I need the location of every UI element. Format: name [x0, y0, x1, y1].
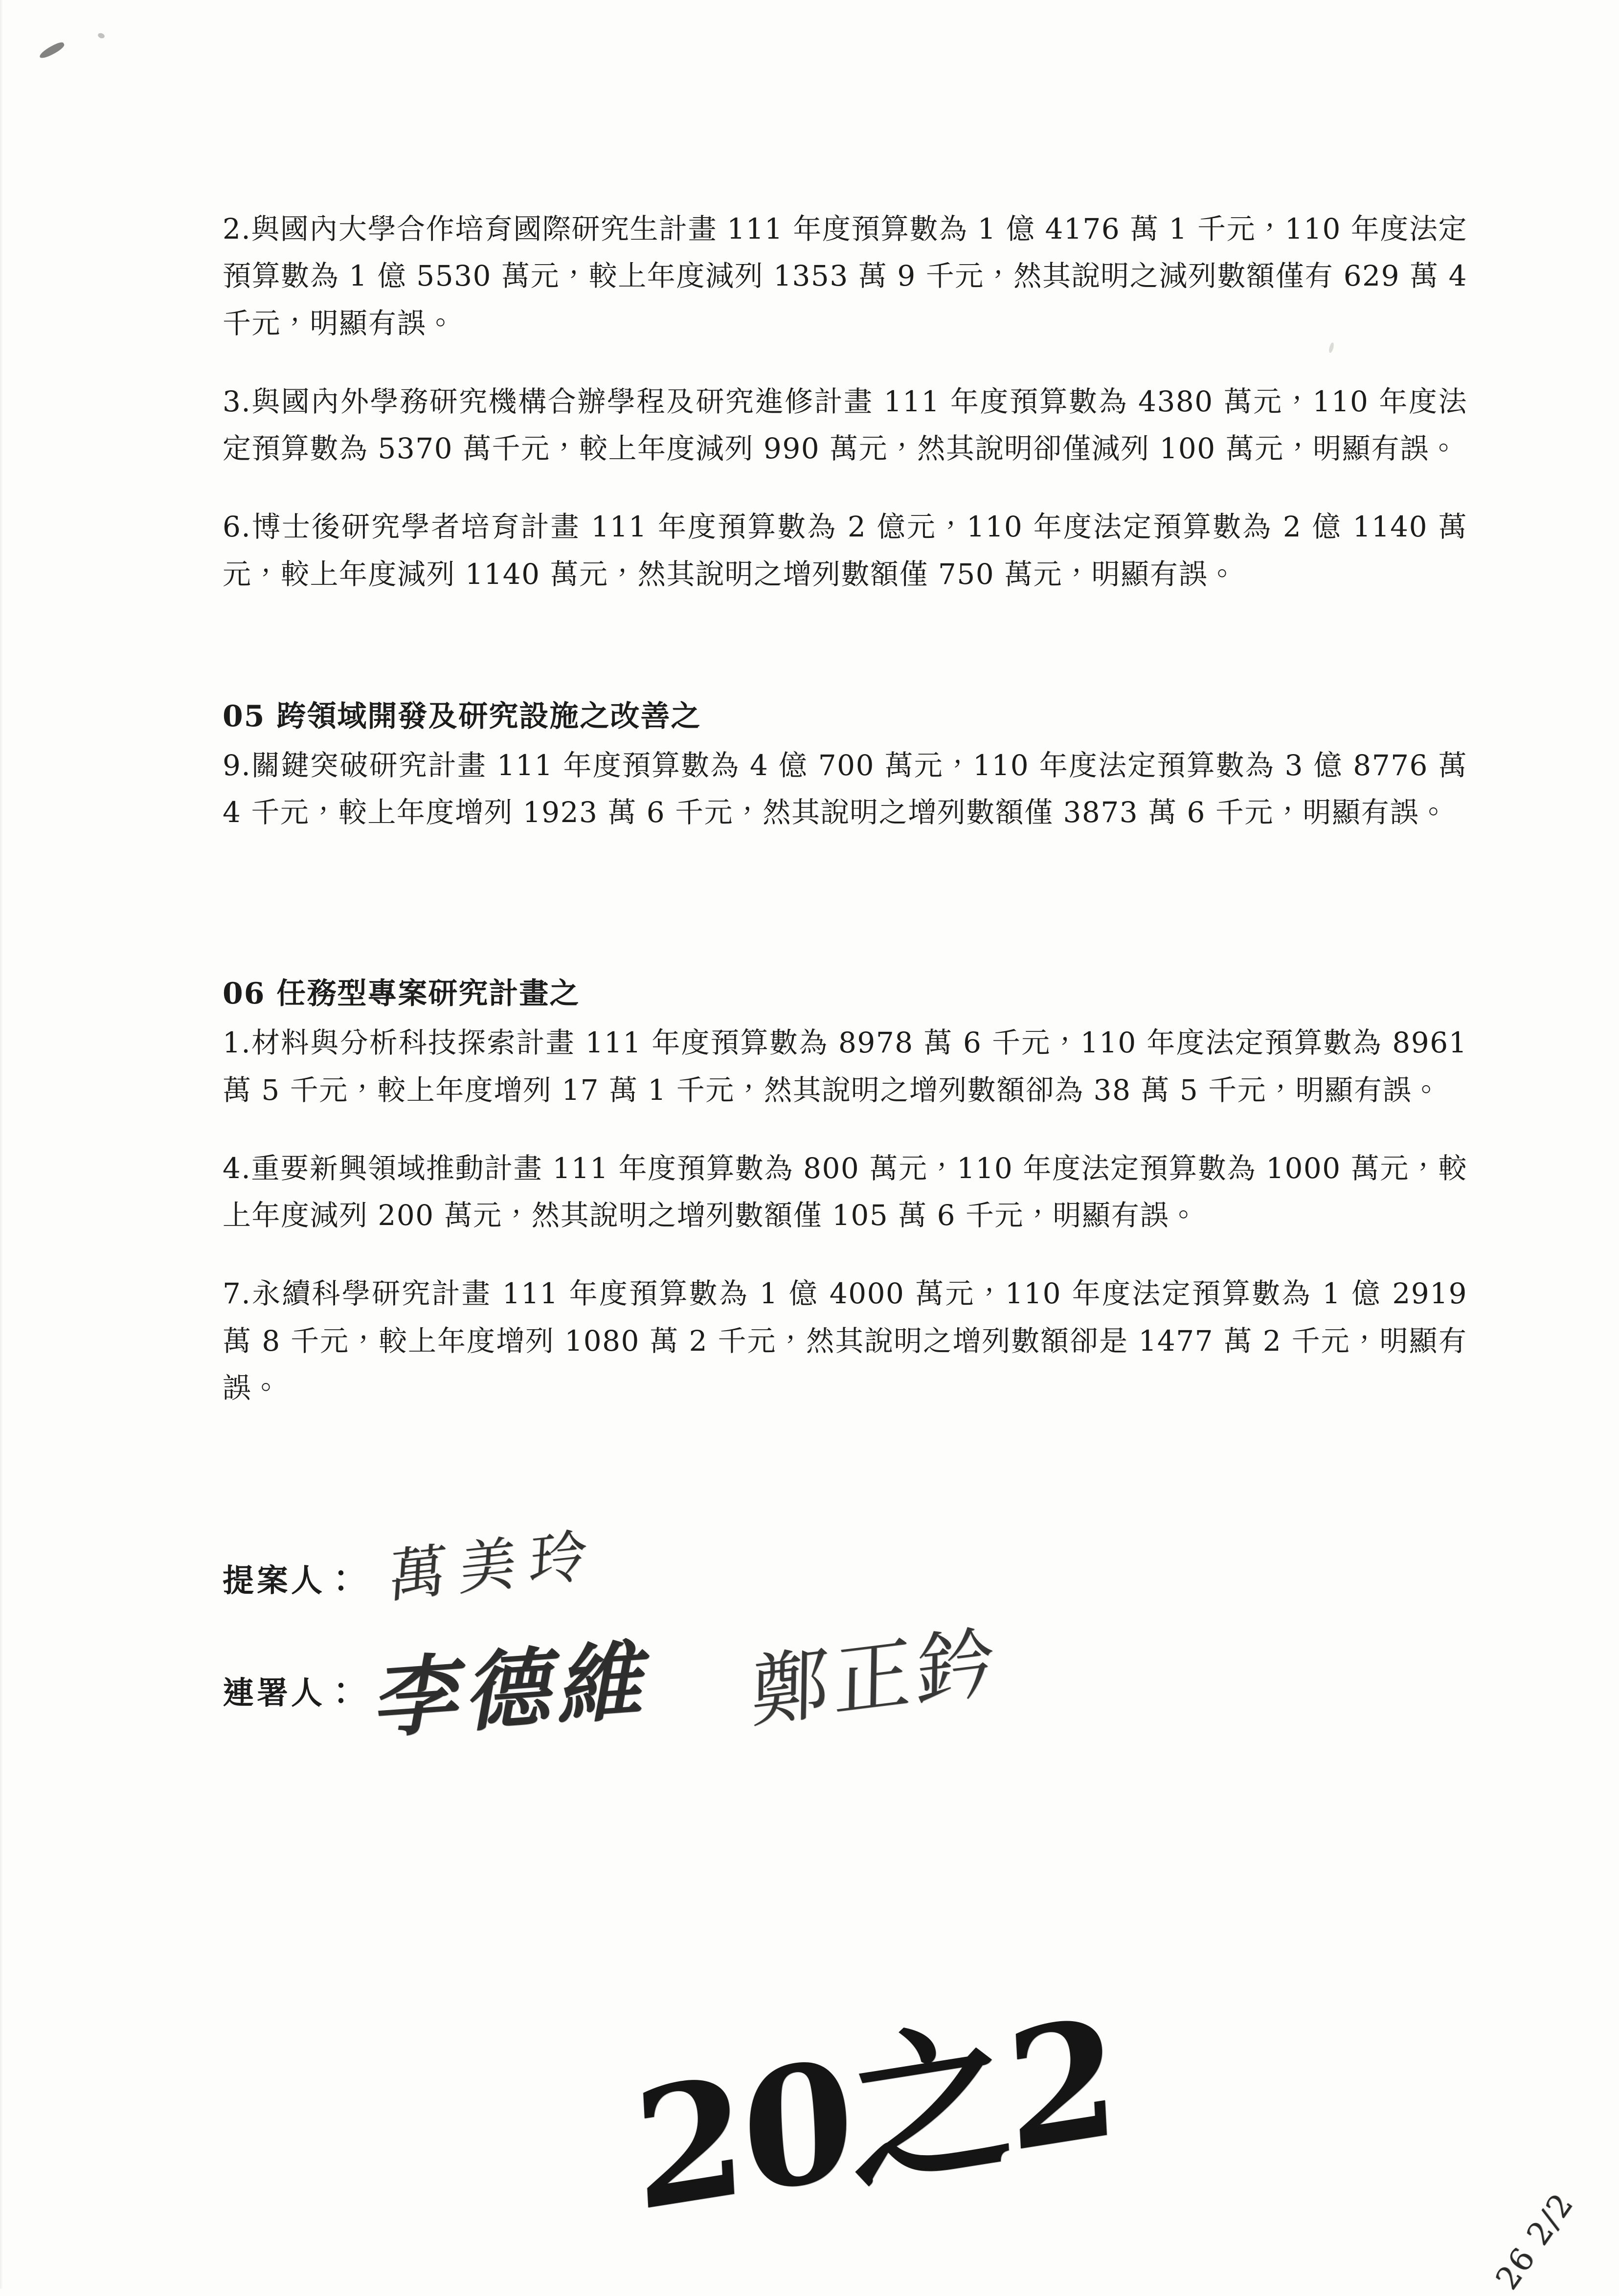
handwritten-page-mark: 20之2: [630, 1981, 1121, 2248]
handwritten-corner-note: 26 2/2: [1489, 2186, 1581, 2296]
cosigner-label: 連署人：: [223, 1675, 360, 1712]
cosigner-signature-2: 鄭正鈐: [751, 1616, 1000, 1739]
section-heading-06: 06 任務型專案研究計畫之: [223, 977, 580, 1011]
scan-edge-shadow: [0, 0, 3, 2289]
proposer-label: 提案人：: [223, 1562, 360, 1600]
paragraph-item-7: 7.永續科學研究計畫 111 年度預算數為 1 億 4000 萬元，110 年度法定預算數為 1 億 2919 萬 8 千元，較上年度增列 1080 萬 2 千元，然其說明之增列數額卻是 1477 萬 2 千元，明顯有誤。: [223, 1277, 1467, 1404]
scan-smudge: [97, 32, 106, 39]
proposer-signature: 萬美玲: [386, 1520, 602, 1611]
paragraph-item-9: 9.關鍵突破研究計畫 111 年度預算數為 4 億 700 萬元，110 年度法定預算數為 3 億 8776 萬 4 千元，較上年度增列 1923 萬 6 千元，然其說明之增列數額僅 3873 萬 6 千元，明顯有誤。: [223, 748, 1467, 829]
paragraph-item-4: 4.重要新興領域推動計畫 111 年度預算數為 800 萬元，110 年度法定預算數為 1000 萬元，較上年度減列 200 萬元，然其說明之增列數額僅 105 萬 6 千元，明顯有誤。: [223, 1151, 1467, 1232]
paragraph-item-2: 2.與國內大學合作培育國際研究生計畫 111 年度預算數為 1 億 4176 萬 1 千元，110 年度法定預算數為 1 億 5530 萬元，較上年度減列 1353 萬 9 千元，然其說明之減列數額僅有 629 萬 4 千元，明顯有誤。: [223, 212, 1467, 340]
paragraph-item-1: 1.材料與分析科技探索計畫 111 年度預算數為 8978 萬 6 千元，110 年度法定預算數為 8961 萬 5 千元，較上年度增列 17 萬 1 千元，然其說明之增列數額卻為 38 萬 5 千元，明顯有誤。: [223, 1026, 1467, 1107]
cosigner-signature-1: 李德維: [369, 1629, 664, 1751]
document-page: [223, 205, 1467, 1761]
scan-smudge: [38, 41, 66, 60]
paragraph-item-3: 3.與國內外學務研究機構合辦學程及研究進修計畫 111 年度預算數為 4380 萬元，110 年度法定預算數為 5370 萬千元，較上年度減列 990 萬元，然其說明卻僅減列 100 萬元，明顯有誤。: [223, 384, 1467, 466]
signature-block: [223, 1520, 1467, 1761]
section-heading-05: 05 跨領域開發及研究設施之改善之: [223, 699, 701, 734]
cosigner-row: [223, 1616, 1467, 1761]
paragraph-item-6: 6.博士後研究學者培育計畫 111 年度預算數為 2 億元，110 年度法定預算數為 2 億 1140 萬元，較上年度減列 1140 萬元，然其說明之增列數額僅 750 萬元，明顯有誤。: [223, 510, 1467, 591]
